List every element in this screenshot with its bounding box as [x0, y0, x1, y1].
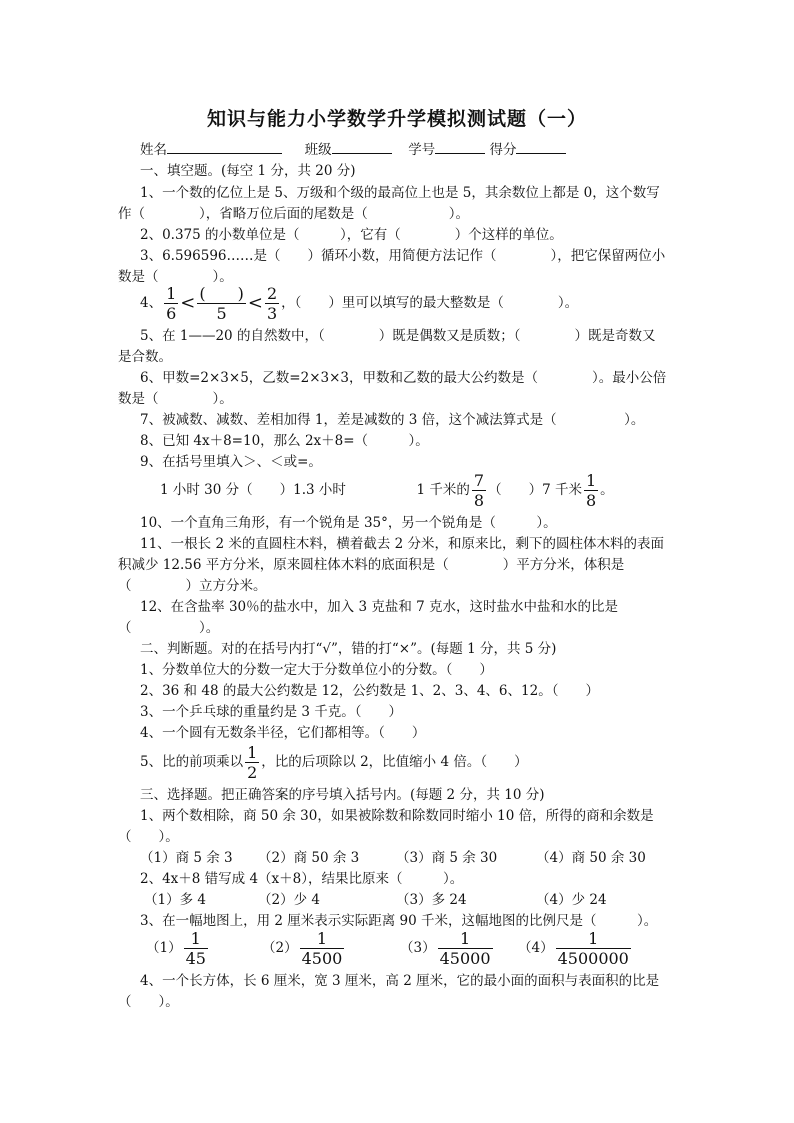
frac-numerator: 1 [585, 471, 597, 490]
name-blank [167, 140, 282, 154]
s1-q12-line2: （ ）。 [118, 620, 220, 636]
frac-numerator: 1 [300, 929, 345, 949]
frac-denominator: 2 [247, 763, 258, 782]
s3-q2-option-3: （3）多 24 [396, 892, 467, 908]
frac-denominator: 4500000 [557, 949, 629, 968]
s1-q9-item-b-mid: （ ）7 千米 [488, 482, 582, 498]
s2-q5-fraction [245, 743, 259, 782]
id-blank [435, 140, 485, 154]
s3-q2-option-4: （4）少 24 [536, 892, 607, 908]
page-title: 知识与能力小学数学升学模拟测试题（一） [206, 108, 587, 130]
s2-q5-post: ，比的后项除以 2，比值缩小 4 倍。（ ） [261, 754, 528, 770]
s1-q6-line1: 6、甲数=2×3×5，乙数=2×3×3，甲数和乙数的最大公约数是（ ）。最小公倍 [140, 370, 667, 386]
option-label: （2） [262, 940, 298, 956]
frac-numerator: 1 [166, 284, 177, 303]
s1-q10: 10、一个直角三角形，有一个锐角是 35°，另一个锐角是（ ）。 [140, 515, 557, 531]
header-fields [140, 140, 566, 159]
less-than-sign: < [180, 292, 196, 314]
s3-q1-line2: （ ）。 [118, 829, 179, 845]
s3-q1-option-1: （1）商 5 余 3 [140, 850, 233, 866]
s1-q11-line3: （ ）立方分米。 [118, 578, 267, 594]
frac-denominator: 8 [585, 491, 597, 510]
s2-q1: 1、分数单位大的分数一定大于分数单位小的分数。（ ） [140, 662, 493, 678]
score-blank [516, 140, 566, 154]
less-than-sign: < [247, 292, 263, 314]
s1-q3-line2: 数是（ ）。 [118, 269, 233, 285]
s3-q2-option-2: （2）少 4 [258, 892, 320, 908]
s1-q9: 9、在括号里填入＞、＜或=。 [140, 454, 322, 470]
option-fraction [556, 929, 631, 968]
frac-numerator: 7 [473, 471, 485, 490]
s1-q9-item-a: 1 小时 30 分（ ）1.3 小时 [160, 482, 346, 498]
s3-q3-option-2 [262, 928, 346, 968]
s1-q1-line2: 作（ ），省略万位后面的尾数是（ ）。 [118, 206, 469, 222]
s2-q4: 4、一个圆有无数条半径，它们都相等。（ ） [140, 725, 426, 741]
frac-denominator: 8 [473, 491, 485, 510]
s1-q4-fraction-1 [164, 284, 178, 323]
frac-denominator: 45000 [439, 949, 491, 968]
s2-q5-pre: 5、比的前项乘以 [140, 754, 244, 770]
frac-numerator: 1 [438, 929, 493, 949]
s3-q1-option-3: （3）商 5 余 30 [396, 850, 498, 866]
option-label: （4） [518, 940, 554, 956]
s3-q4-line2: （ ）。 [118, 994, 179, 1010]
frac-numerator: 1 [184, 929, 208, 949]
s1-q12-line1: 12、在含盐率 30％的盐水中，加入 3 克盐和 7 克水，这时盐水中盐和水的比是 [140, 599, 618, 615]
s2-q2: 2、36 和 48 的最大公约数是 12，公约数是 1、2、3、4、6、12。（ ） [140, 683, 599, 699]
s1-q4-prefix: 4、 [140, 295, 163, 311]
name-label: 姓名 [140, 142, 167, 158]
s1-q9-items [160, 470, 614, 510]
s3-q2-option-1: （1）多 4 [144, 892, 206, 908]
s3-q2: 2、4x＋8 错写成 4（x＋8），结果比原来（ ）。 [140, 871, 464, 887]
s1-q9-item-b-end: 。 [600, 482, 614, 498]
section3-heading: 三、选择题。把正确答案的序号填入括号内。(每题 2 分，共 10 分) [140, 787, 545, 803]
s3-q1-option-2: （2）商 50 余 3 [258, 850, 360, 866]
frac-denominator: 45 [185, 949, 206, 968]
s1-q6-line2: 数是（ ）。 [118, 391, 233, 407]
frac-denominator: 3 [266, 304, 278, 323]
s1-q4-fraction-3 [265, 284, 279, 323]
s1-q11-line2: 积减少 12.56 平方分米，原来圆柱体木料的底面积是（ ）平方分米，体积是 [118, 557, 625, 573]
s2-q5 [140, 742, 528, 782]
class-blank [332, 140, 392, 154]
frac-denominator: 6 [166, 304, 177, 323]
s1-q5-line2: 是合数。 [118, 349, 172, 365]
class-label: 班级 [304, 142, 332, 158]
section1-heading: 一、填空题。(每空 1 分，共 20 分) [140, 163, 356, 179]
s3-q3: 3、在一幅地图上，用 2 厘米表示实际距离 90 千米，这幅地图的比例尺是（ ）。 [140, 913, 658, 929]
s1-q8: 8、已知 4x＋8=10，那么 2x＋8=（ ）。 [140, 433, 429, 449]
section2-heading: 二、判断题。对的在括号内打“√”，错的打“×”。(每题 1 分，共 5 分) [140, 641, 557, 657]
s1-q9-item-b-pre: 1 千米的 [416, 482, 470, 498]
id-label: 学号 [408, 142, 436, 158]
frac-numerator: 1 [247, 743, 258, 762]
option-fraction [184, 929, 208, 968]
option-fraction [300, 929, 345, 968]
s1-q4-suffix: ，（ ）里可以填写的最大整数是（ ）。 [281, 295, 579, 311]
s1-q4 [140, 284, 578, 323]
s1-q1-line1: 1、一个数的亿位上是 5、万级和个级的最高位上也是 5，其余数位上都是 0，这个数写 [140, 185, 660, 201]
s3-q3-option-3 [400, 928, 495, 968]
s2-q3: 3、一个乒乓球的重量约是 3 千克。（ ） [140, 704, 403, 720]
s1-q7: 7、被减数、减数、差相加得 1，差是减数的 3 倍，这个减法算式是（ ）。 [140, 412, 645, 428]
s3-q3-options [146, 928, 706, 968]
s1-q4-fraction-2 [197, 284, 246, 323]
frac-numerator: 2 [266, 284, 278, 303]
option-fraction [438, 929, 493, 968]
s1-q9-fraction-2 [584, 471, 598, 510]
s3-q1-line1: 1、两个数相除，商 50 余 30，如果被除数和除数同时缩小 10 倍，所得的商和余数是 [140, 808, 654, 824]
s3-q3-option-1 [146, 928, 210, 968]
s1-q2: 2、0.375 的小数单位是（ ），它有（ ）个这样的单位。 [140, 227, 563, 243]
frac-denominator: 5 [216, 304, 227, 323]
frac-numerator: 1 [556, 929, 631, 949]
score-label: 得分 [489, 142, 517, 158]
s1-q3-line1: 3、6.596596……是（ ）循环小数，用简便方法记作（ ），把它保留两位小 [140, 248, 666, 264]
s3-q4-line1: 4、一个长方体，长 6 厘米，宽 3 厘米，高 2 厘米，它的最小面的面积与表面积的比是 [140, 973, 660, 989]
s1-q11-line1: 11、一根长 2 米的直圆柱木料，横着截去 2 分米，和原来比，剩下的圆柱体木料的表面 [140, 536, 665, 552]
s1-q9-fraction-1 [472, 471, 486, 510]
s3-q3-option-4 [518, 928, 633, 968]
frac-denominator: 4500 [301, 949, 343, 968]
frac-numerator: ( ) [199, 284, 244, 303]
s3-q1-option-4: （4）商 50 余 30 [536, 850, 646, 866]
s1-q5-line1: 5、在 1——20 的自然数中，（ ）既是偶数又是质数；（ ）既是奇数又 [140, 328, 656, 344]
option-label: （3） [400, 940, 436, 956]
option-label: （1） [146, 940, 182, 956]
